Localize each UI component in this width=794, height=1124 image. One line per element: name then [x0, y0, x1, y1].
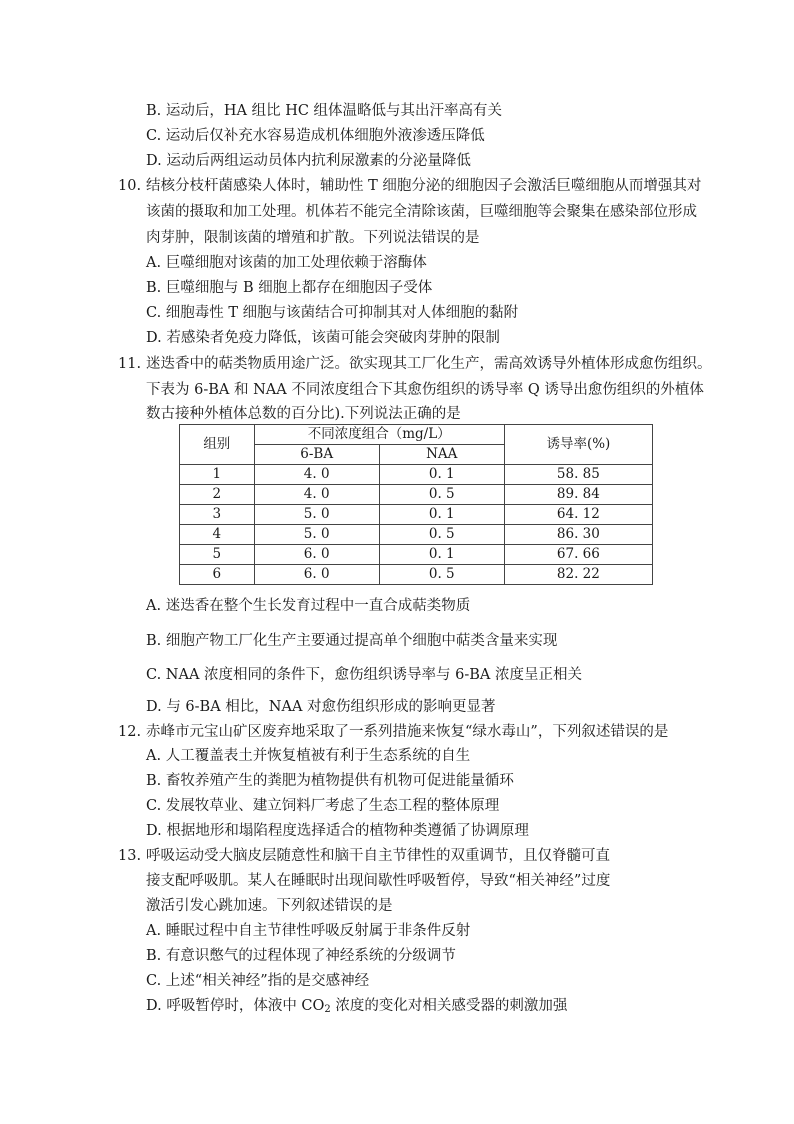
q11-option-d: D. 与 6-BA 相比，NAA 对愈伤组织形成的影响更显著 — [146, 699, 496, 715]
table-header-6ba: 6-BA — [254, 445, 379, 465]
q10-stem-line-1: 结核分枝杆菌感染人体时，辅助性 T 细胞分泌的细胞因子会激活巨噬细胞从而增强其对 — [146, 178, 702, 194]
q10-option-a: A. 巨噬细胞对该菌的加工处理依赖于溶酶体 — [146, 255, 427, 271]
q10-stem-line-2: 该菌的摄取和加工处理。机体若不能完全清除该菌，巨噬细胞等会聚集在感染部位形成 — [146, 204, 697, 220]
q11-number: 11. — [118, 356, 142, 372]
cell-6ba: 5. 0 — [254, 505, 379, 525]
q13-number: 13. — [118, 848, 142, 864]
q10-number: 10. — [118, 178, 142, 194]
cell-group: 1 — [180, 465, 255, 485]
cell-naa: 0. 1 — [379, 545, 504, 565]
q12-option-d: D. 根据地形和塌陷程度选择适合的植物种类遵循了协调原理 — [146, 823, 529, 839]
cell-group: 5 — [180, 545, 255, 565]
q13-stem-line-2: 接支配呼吸肌。某人在睡眠时出现间歇性呼吸暂停，导致“相关神经”过度 — [146, 873, 611, 889]
cell-group: 2 — [180, 485, 255, 505]
cell-group: 4 — [180, 525, 255, 545]
cell-naa: 0. 5 — [379, 485, 504, 505]
q13-option-d-suffix: 浓度的变化对相关感受器的刺激加强 — [330, 998, 568, 1014]
q13-stem-line-1: 呼吸运动受大脑皮层随意性和脑干自主节律性的双重调节，且仅脊髓可直 — [146, 848, 610, 864]
table-row — [180, 565, 653, 585]
table-header-naa: NAA — [379, 445, 504, 465]
q11-stem-line-3: 数古接种外植体总数的百分比).下列说法正确的是 — [146, 406, 461, 422]
cell-naa: 0. 5 — [379, 525, 504, 545]
q9-option-d: D. 运动后两组运动员体内抗利尿激素的分泌量降低 — [146, 153, 471, 169]
q12-number: 12. — [118, 724, 142, 740]
q10-option-c: C. 细胞毒性 T 细胞与该菌结合可抑制其对人体细胞的黏附 — [146, 305, 519, 321]
cell-naa: 0. 1 — [379, 505, 504, 525]
co2-subscript: 2 — [324, 1004, 331, 1015]
q13-option-d — [146, 996, 567, 1020]
table-header-group: 组别 — [180, 425, 255, 465]
q13-option-b: B. 有意识憋气的过程体现了神经系统的分级调节 — [146, 948, 456, 964]
q12-option-c: C. 发展牧草业、建立饲料厂考虑了生态工程的整体原理 — [146, 798, 500, 814]
table-row — [180, 545, 653, 565]
cell-rate: 67. 66 — [504, 545, 652, 565]
q12-option-b: B. 畜牧养殖产生的粪肥为植物提供有机物可促进能量循环 — [146, 773, 514, 789]
q12-stem-line-1: 赤峰市元宝山矿区废弃地采取了一系列措施来恢复“绿水毒山”，下列叙述错误的是 — [146, 724, 669, 740]
q13-option-a: A. 睡眠过程中自主节律性呼吸反射属于非条件反射 — [146, 923, 471, 939]
q9-option-b: B. 运动后，HA 组比 HC 组体温略低与其出汗率高有关 — [146, 103, 503, 119]
q10-option-d: D. 若感染者免疫力降低，该菌可能会突破肉芽肿的限制 — [146, 330, 500, 346]
q10-stem-line-3: 肉芽肿，限制该菌的增殖和扩散。下列说法错误的是 — [146, 230, 480, 246]
table-header-rate: 诱导率(%) — [504, 425, 652, 465]
q10-option-b: B. 巨噬细胞与 B 细胞上都存在细胞因子受体 — [146, 280, 433, 296]
cell-rate: 89. 84 — [504, 485, 652, 505]
cell-group: 6 — [180, 565, 255, 585]
cell-naa: 0. 1 — [379, 465, 504, 485]
table-header-concentration: 不同浓度组合（mg/L） — [254, 425, 504, 445]
q9-option-c: C. 运动后仅补充水容易造成机体细胞外液渗透压降低 — [146, 128, 485, 144]
cell-rate: 64. 12 — [504, 505, 652, 525]
table-row — [180, 505, 653, 525]
cell-group: 3 — [180, 505, 255, 525]
q13-stem-line-3: 激活引发心跳加速。下列叙述错误的是 — [146, 898, 393, 914]
cell-rate: 58. 85 — [504, 465, 652, 485]
cell-rate: 86. 30 — [504, 525, 652, 545]
table-row — [180, 525, 653, 545]
q13-option-c: C. 上述“相关神经”指的是交感神经 — [146, 973, 370, 989]
table-row — [180, 485, 653, 505]
cell-rate: 82. 22 — [504, 565, 652, 585]
q11-option-b: B. 细胞产物工厂化生产主要通过提高单个细胞中萜类含量来实现 — [146, 633, 558, 649]
cell-6ba: 6. 0 — [254, 545, 379, 565]
q11-option-a: A. 迷迭香在整个生长发育过程中一直合成萜类物质 — [146, 598, 471, 614]
table-row — [180, 465, 653, 485]
q13-option-d-prefix: D. 呼吸暂停时，体液中 CO — [146, 998, 325, 1014]
q12-option-a: A. 人工覆盖表土并恢复植被有利于生态系统的自生 — [146, 748, 471, 764]
q11-stem-line-2: 下表为 6-BA 和 NAA 不同浓度组合下其愈伤组织的诱导率 Q 诱导出愈伤组织的外植体 — [146, 382, 704, 398]
cell-6ba: 4. 0 — [254, 465, 379, 485]
q11-option-c: C. NAA 浓度相同的条件下，愈伤组织诱导率与 6-BA 浓度呈正相关 — [146, 667, 583, 683]
cell-6ba: 4. 0 — [254, 485, 379, 505]
cell-6ba: 6. 0 — [254, 565, 379, 585]
induction-rate-table — [179, 424, 653, 585]
q11-stem-line-1: 迷迭香中的萜类物质用途广泛。欲实现其工厂化生产，需高效诱导外植体形成愈伤组织。 — [146, 356, 712, 372]
cell-naa: 0. 5 — [379, 565, 504, 585]
cell-6ba: 5. 0 — [254, 525, 379, 545]
